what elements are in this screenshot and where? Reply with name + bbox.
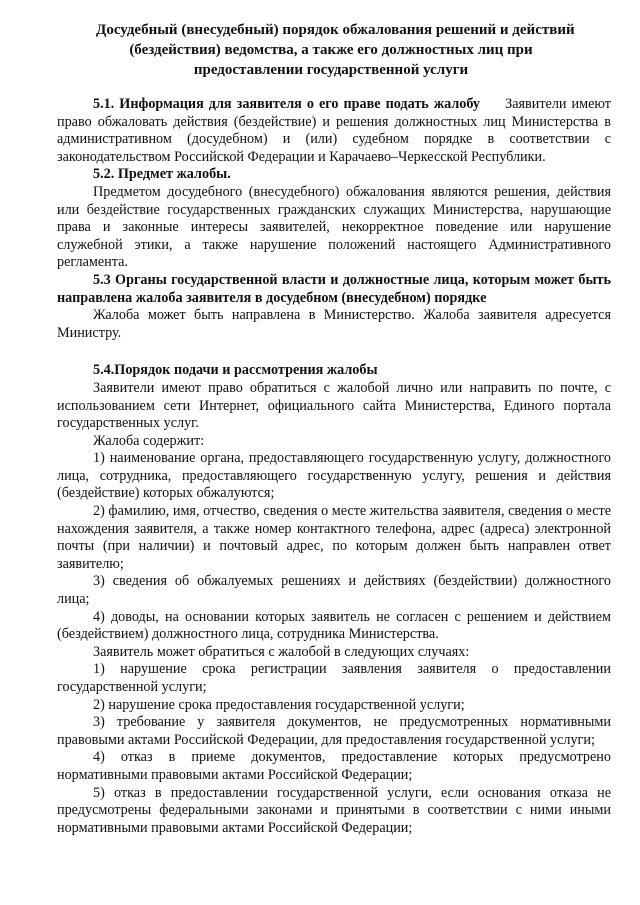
section-5-2-text: Предметом досудебного (внесудебного) обжалования являются решения, действия или бездействие государственных гражданских служащих Министерства, нарушающие права и законные интересы заявителей, некорректное поведение или нарушение служебной этики, а также нарушение положений настоящего Административного регламента. [57, 183, 611, 271]
section-5-1-text: Заявители имеют право обжаловать действия (бездействие) и решения должностных лиц Министерства в административном (досудебном) и (или) судебном порядке в соответствии с законодательством Российской Федерации и Карачаево–Черкесской Республики. [57, 96, 611, 165]
title-line-3: предоставлении государственной услуги [193, 62, 469, 78]
section-5-3-heading: 5.3 Органы государственной власти и должностные лица, которым может быть направлена жалоба заявителя в досудебном (внесудебном) порядке [57, 271, 611, 306]
complaint-case: 3) требование у заявителя документов, не предусмотренных нормативными правовыми актами Российской Федерации, для предоставления государственной услуги; [57, 714, 611, 748]
document-title [96, 20, 575, 80]
document-body [57, 96, 611, 837]
complaint-item: 1) наименование органа, предоставляющего государственную услугу, должностного лица, сотрудника, предоставляющего государственную услугу, решения и действия (бездействие) которых обжалуются; [57, 450, 611, 502]
complaint-case: 2) нарушение срока предоставления государственной услуги; [93, 696, 465, 713]
section-5-2-heading: 5.2. Предмет жалобы. [93, 166, 231, 183]
title-line-2: (бездействия) ведомства, а также его должностных лиц при [129, 42, 533, 58]
complaint-case: 4) отказ в приеме документов, предоставление которых предусмотрено нормативными правовыми актами Российской Федерации; [57, 749, 611, 783]
title-line-1: Досудебный (внесудебный) порядок обжалования решений и действий [96, 22, 575, 38]
complaint-item: 3) сведения об обжалуемых решениях и действиях (бездействии) должностного лица; [57, 573, 611, 608]
section-5-4-intro: Заявители имеют право обратиться с жалобой лично или направить по почте, с использованием сети Интернет, официального сайта Министерства, Единого портала государственных услуг. [57, 379, 611, 432]
complaint-cases-intro: Заявитель может обратиться с жалобой в следующих случаях: [93, 643, 470, 660]
section-5-3-text: Жалоба может быть направлена в Министерство. Жалоба заявителя адресуется Министру. [57, 307, 611, 341]
section-5-1 [57, 96, 611, 166]
complaint-case: 1) нарушение срока регистрации заявления заявителя о предоставлении государственной услуги; [57, 661, 611, 695]
section-5-4-heading: 5.4.Порядок подачи и рассмотрения жалобы [93, 362, 378, 379]
complaint-case: 5) отказ в предоставлении государственной услуги, если основания отказа не предусмотрены федеральными законами и принятыми в соответствии с ними иными нормативными правовыми актами Российской Федерации; [57, 784, 611, 836]
complaint-contents-label: Жалоба содержит: [93, 432, 205, 449]
complaint-item: 4) доводы, на основании которых заявитель не согласен с решением и действием (бездействием) должностного лица, сотрудника Министерства. [57, 608, 611, 643]
complaint-item: 2) фамилию, имя, отчество, сведения о месте жительства заявителя, сведения о месте нахождения заявителя, а также номер контактного телефона, адрес (адреса) электронной почты (при наличии) и почтовый адрес, по которым должен быть направлен ответ заявителю; [57, 503, 611, 572]
section-5-1-heading: 5.1. Информация для заявителя о его праве подать жалобу [93, 96, 481, 112]
